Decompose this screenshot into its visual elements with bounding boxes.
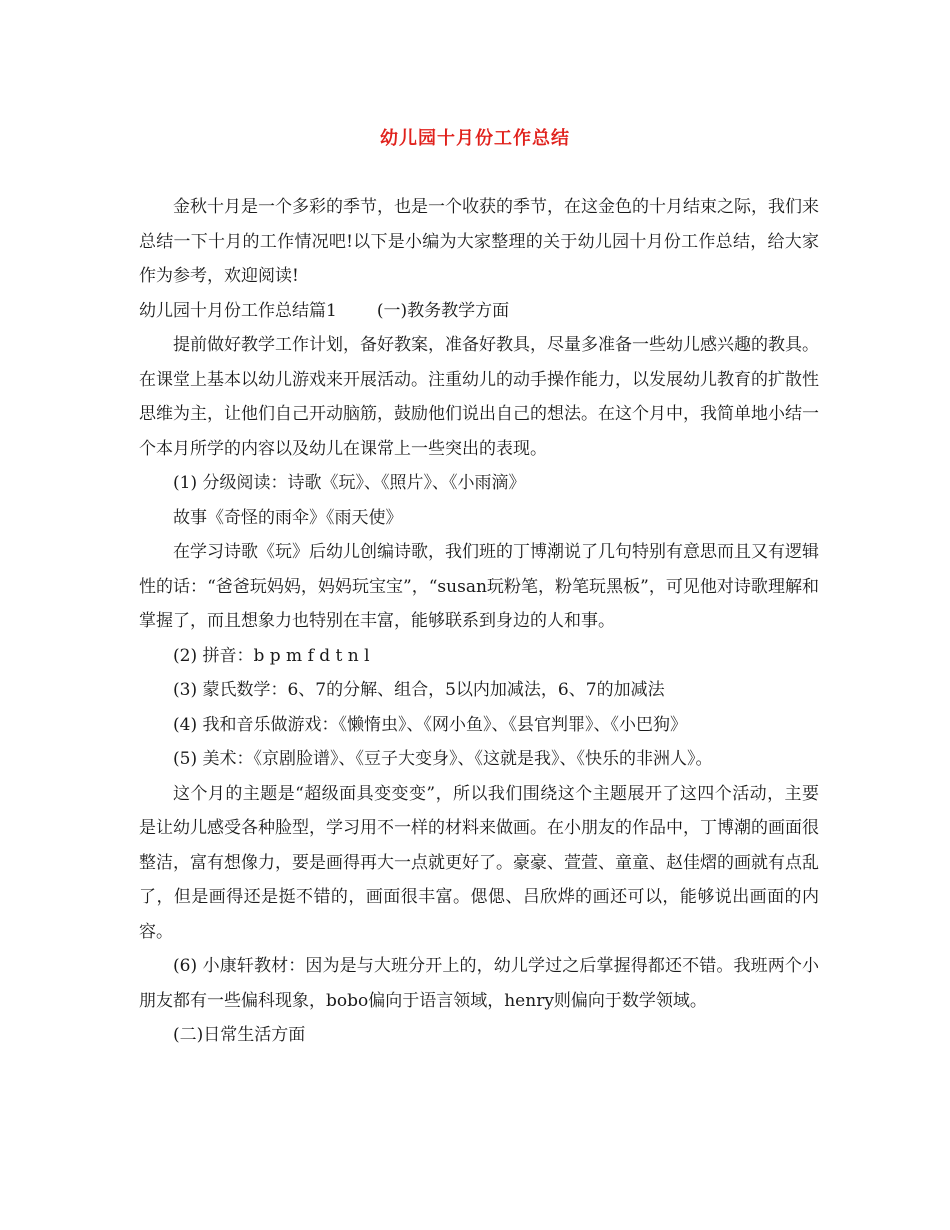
list-item-music: (4) 我和音乐做游戏：《懒惰虫》、《网小鱼》、《县官判罪》、《小巴狗》 xyxy=(173,714,687,735)
section-heading-daily-life: (二)日常生活方面 xyxy=(173,1025,306,1045)
document-title: 幼儿园十月份工作总结 xyxy=(380,128,570,149)
list-item-textbook: (6) 小康轩教材：因为是与大班分开上的，幼儿学过之后掌握得都还不错。我班两个小朋友都有一些偏科现象，bobo偏向于语言领域，henry则偏向于数学领域。 xyxy=(139,956,819,1011)
list-item-art: (5) 美术：《京剧脸谱》、《豆子大变身》、《这就是我》、《快乐的非洲人》。 xyxy=(173,749,713,769)
section-heading-line xyxy=(139,294,819,329)
poem-creation-paragraph: 在学习诗歌《玩》后幼儿创编诗歌，我们班的丁博潮说了几句特别有意思而且又有逻辑性的话：“爸爸玩妈妈，妈妈玩宝宝”，“susan玩粉笔，粉笔玩黑板”，可见他对诗歌理解和掌握了，而且想象力也特别在丰富，能够联系到身边的人和事。 xyxy=(139,542,819,631)
section-heading: (一)教务教学方面 xyxy=(376,300,510,321)
list-item-math: (3) 蒙氏数学：6、7的分解、组合，5以内加减法，6、7的加减法 xyxy=(173,680,665,700)
list-item-pinyin: (2) 拼音：b p m f d t n l xyxy=(173,645,370,666)
theme-paragraph: 这个月的主题是“超级面具变变变”，所以我们围绕这个主题展开了这四个活动，主要是让幼儿感受各种脸型，学习用不一样的材料来做画。在小朋友的作品中，丁博潮的画面很整洁，富有想像力，要是画得再大一点就更好了。豪豪、萱萱、童童、赵佳熠的画就有点乱了，但是画得还是挺不错的，画面很丰富。偲偲、吕欣烨的画还可以，能够说出画面的内容。 xyxy=(139,783,819,942)
document-body xyxy=(139,190,819,1053)
intro-paragraph: 金秋十月是一个多彩的季节，也是一个收获的季节，在这金色的十月结束之际，我们来总结一下十月的工作情况吧!以下是小编为大家整理的关于幼儿园十月份工作总结，给大家作为参考，欢迎阅读! xyxy=(139,197,819,286)
article-heading: 幼儿园十月份工作总结篇1 xyxy=(139,300,337,321)
list-item-stories: 故事《奇怪的雨伞》《雨天使》 xyxy=(173,507,403,528)
list-item-reading: (1) 分级阅读：诗歌《玩》、《照片》、《小雨滴》 xyxy=(173,473,526,493)
teaching-plan-paragraph: 提前做好教学工作计划，备好教案，准备好教具，尽量多准备一些幼儿感兴趣的教具。在课堂上基本以幼儿游戏来开展活动。注重幼儿的动手操作能力，以发展幼儿教育的扩散性思维为主，让他们自己开动脑筋，鼓励他们说出自己的想法。在这个月中，我简单地小结一个本月所学的内容以及幼儿在课常上一些突出的表现。 xyxy=(139,335,819,459)
